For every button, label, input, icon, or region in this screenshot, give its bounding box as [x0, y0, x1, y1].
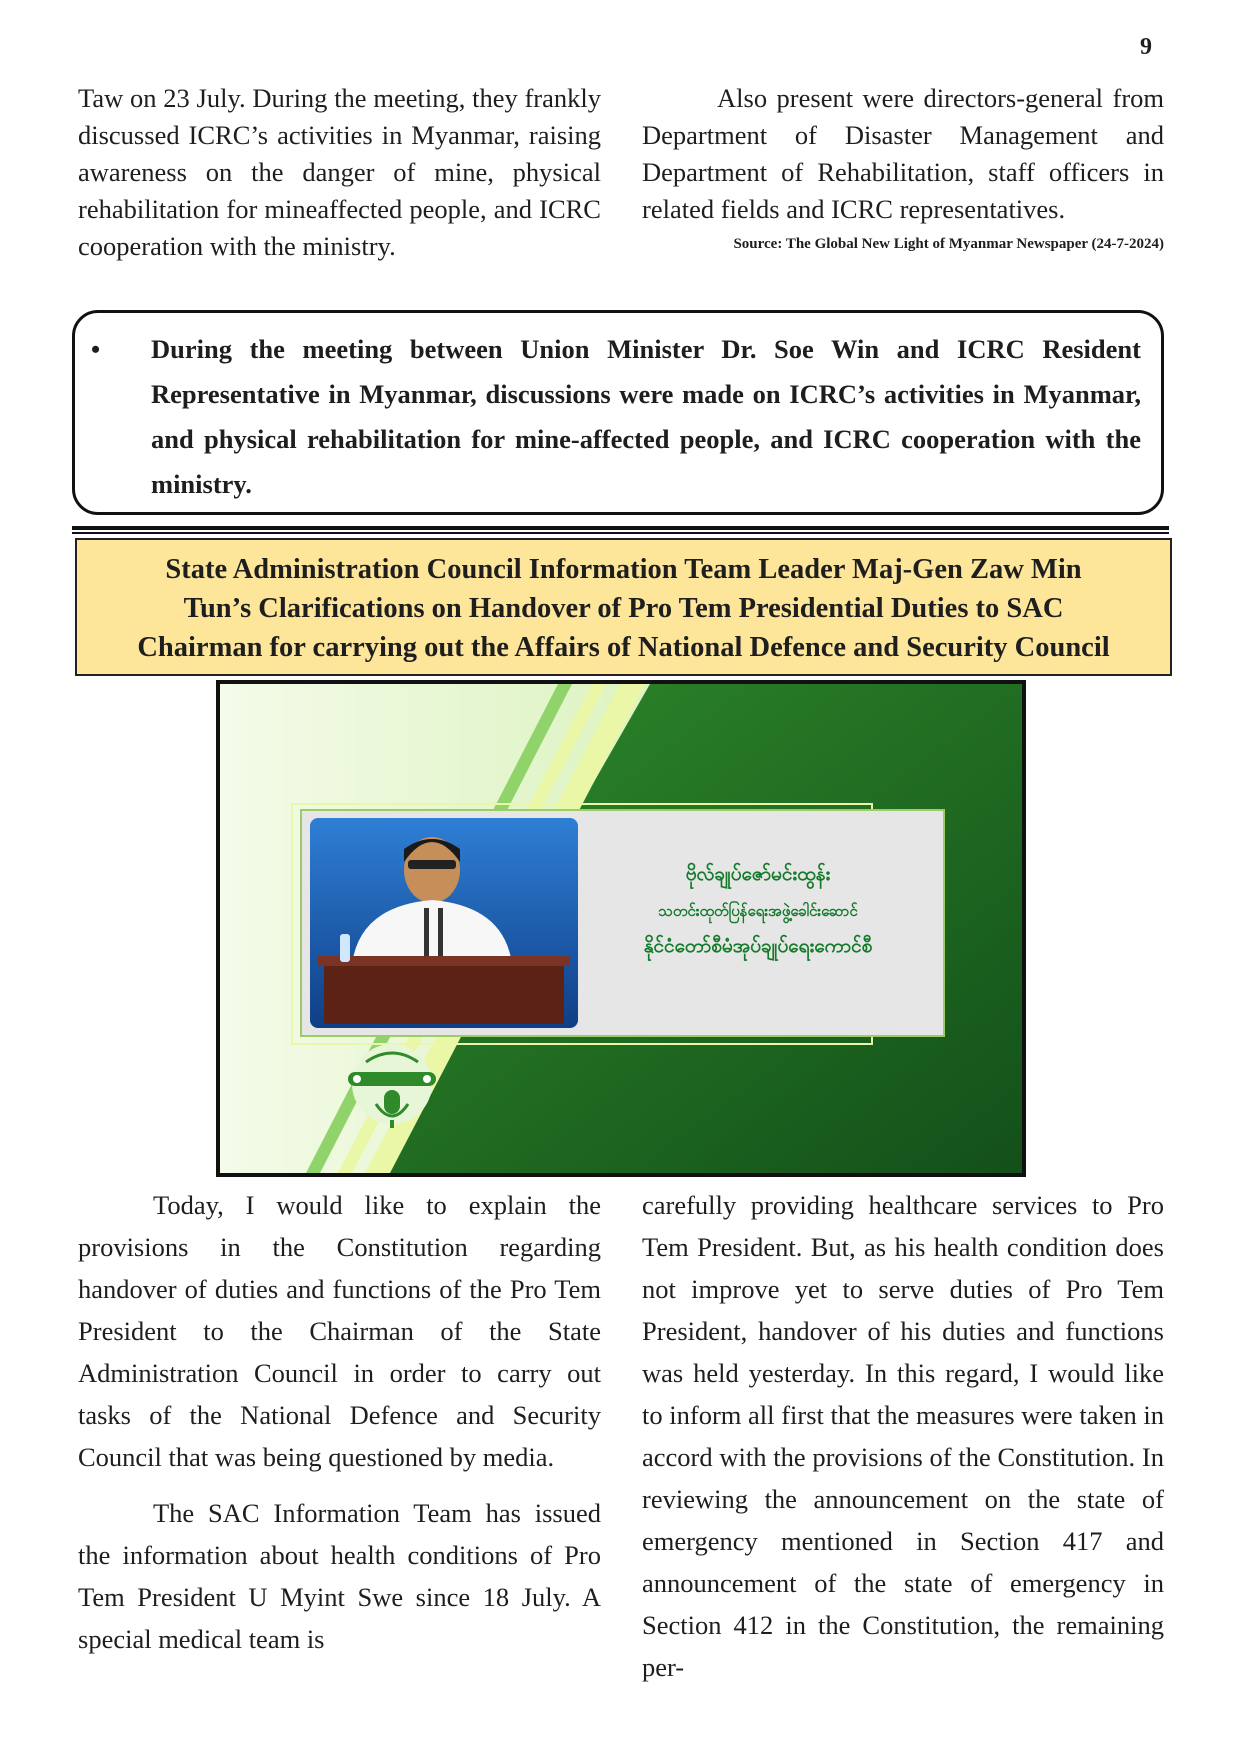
podium: [324, 962, 564, 1024]
source-credit: Source: The Global New Light of Myanmar Newspaper (24-7-2024): [733, 236, 1164, 252]
article-right-column: [642, 1184, 1164, 1688]
photo-graphic: [220, 684, 1022, 1173]
headline-line: Chairman for carrying out the Affairs of National Defence and Security Council: [137, 632, 1110, 663]
bullet-icon: •: [91, 335, 101, 364]
article-paragraph: Today, I would like to explain the provisions in the Constitution regarding handover of duties and functions of the Pro Tem President to the Chairman of the State Administration Council in order to carry out tasks of the National Defence and Security Council that was being questioned by media.: [78, 1190, 601, 1472]
top-article-right-text: Also present were directors-general from Department of Disaster Management and Department of Rehabilitation, staff officers in related fields and ICRC representatives.: [642, 83, 1164, 224]
top-article-right-column: [642, 80, 1164, 254]
headline-line: State Administration Council Information Team Leader Maj-Gen Zaw Min: [165, 554, 1082, 585]
page-number: 9: [1140, 34, 1152, 60]
summary-box: [72, 310, 1164, 515]
caption-line: သတင်းထုတ်ပြန်ရေးအဖွဲ့ခေါင်းဆောင်: [658, 902, 858, 920]
water-bottle: [340, 934, 350, 962]
top-article-left-text: Taw on 23 July. During the meeting, they frankly discussed ICRC’s activities in Myanmar, raising awareness on the danger of mine, physical rehabilitation for mineaffected people, and ICRC cooperation with the ministry.: [78, 83, 601, 261]
speaker-glasses: [408, 860, 456, 869]
headline-line: Tun’s Clarifications on Handover of Pro Tem Presidential Duties to SAC: [183, 593, 1064, 624]
article-paragraph: The SAC Information Team has issued the information about health conditions of Pro Tem President U Myint Swe since 18 July. A special medical team is: [78, 1498, 601, 1654]
section-divider-thick: [72, 526, 1169, 530]
article-headline: [75, 538, 1172, 676]
section-divider-thin: [72, 532, 1169, 534]
podium-top: [318, 956, 570, 966]
summary-text: During the meeting between Union Minister Dr. Soe Win and ICRC Resident Representative in Myanmar, discussions were made on ICRC’s activities in Myanmar, and physical rehabilitation for mine-affected people, and ICRC cooperation with the ministry.: [151, 334, 1141, 499]
caption-line: နိုင်ငံတော်စီမံအုပ်ချုပ်ရေးကောင်စီ: [643, 935, 873, 957]
article-left-column: [78, 1184, 601, 1660]
caption-line: ဗိုလ်ချုပ်ဇော်မင်းထွန်း: [685, 863, 831, 885]
news-photo: [216, 680, 1026, 1177]
top-article-left-column: [78, 80, 601, 265]
article-paragraph: carefully providing healthcare services to Pro Tem President. But, as his health condition does not improve yet to serve duties of Pro Tem President, handover of his duties and functions was held yesterday. In this regard, I would like to inform all first that the measures were taken in accord with the provisions of the Constitution. In reviewing the announcement on the state of emergency mentioned in Section 417 and announcement of the state of emergency in Section 412 in the Constitution, the remaining per-: [642, 1190, 1164, 1682]
